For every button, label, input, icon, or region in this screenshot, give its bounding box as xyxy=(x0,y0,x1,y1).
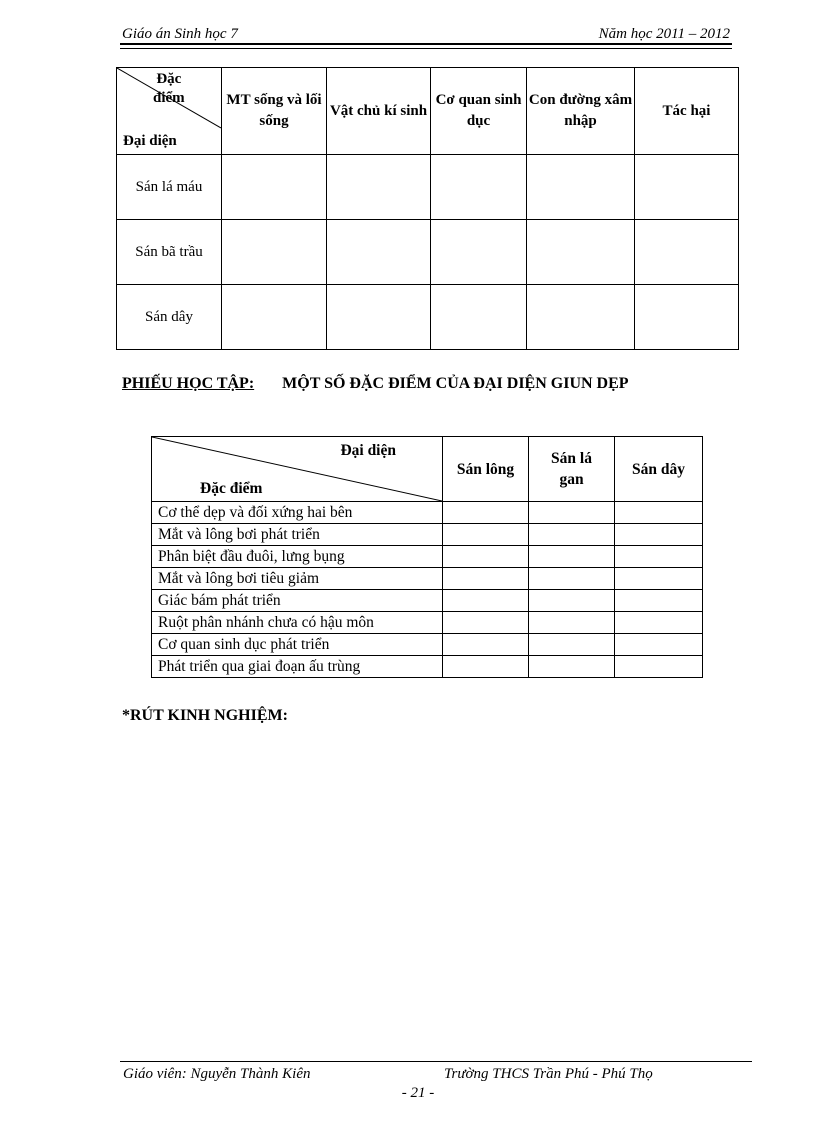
parasite-comparison-table xyxy=(116,67,739,350)
table2-cell xyxy=(615,634,703,656)
experience-heading: *RÚT KINH NGHIỆM: xyxy=(122,707,288,724)
table2-corner-top: Đại diện xyxy=(340,442,396,459)
table1-row xyxy=(117,155,739,220)
table1-col-header: Vật chủ kí sinh xyxy=(327,68,431,155)
table2-row xyxy=(152,524,703,546)
table2-cell xyxy=(615,524,703,546)
table1-cell xyxy=(635,285,739,350)
table2-cell xyxy=(443,502,529,524)
table1-col-header: MT sống và lối sống xyxy=(222,68,327,155)
worksheet-label: PHIẾU HỌC TẬP: xyxy=(122,375,255,392)
table1-col-header: Cơ quan sinh dục xyxy=(431,68,527,155)
table2-row xyxy=(152,590,703,612)
header-divider xyxy=(120,43,732,49)
table1-row xyxy=(117,220,739,285)
table1-row-label: Sán dây xyxy=(117,285,222,350)
table1-cell xyxy=(222,220,327,285)
page-header xyxy=(120,26,732,44)
table2-cell xyxy=(615,612,703,634)
table2-row-label: Phân biệt đầu đuôi, lưng bụng xyxy=(152,546,443,568)
table2-row-label: Mắt và lông bơi phát triển xyxy=(152,524,443,546)
table2-cell xyxy=(529,524,615,546)
flatworm-features-table xyxy=(151,436,703,678)
table1-corner-top: Đặc điểm xyxy=(153,71,185,106)
table1-cell xyxy=(635,155,739,220)
table2-cell xyxy=(615,568,703,590)
page-number: - 21 - xyxy=(401,1085,435,1101)
table2-col-header: Sán lông xyxy=(443,437,529,502)
table2-col-header: Sán dây xyxy=(615,437,703,502)
table2-row xyxy=(152,546,703,568)
table2-row xyxy=(152,502,703,524)
table2-cell xyxy=(443,612,529,634)
table2-row-label: Phát triển qua giai đoạn ấu trùng xyxy=(152,656,443,678)
table2-cell xyxy=(443,546,529,568)
worksheet-title xyxy=(122,373,722,395)
table2-col-header xyxy=(529,437,615,502)
table2-cell xyxy=(615,656,703,678)
table2-cell xyxy=(443,568,529,590)
table1-cell xyxy=(222,155,327,220)
table1-cell xyxy=(431,155,527,220)
table2-cell xyxy=(443,590,529,612)
table1-corner-bottom: Đại diện xyxy=(123,133,177,149)
header-school-year: Năm học 2011 – 2012 xyxy=(598,26,730,42)
footer-school: Trường THCS Trần Phú - Phú Thọ xyxy=(444,1066,653,1082)
footer-teacher: Giáo viên: Nguyễn Thành Kiên xyxy=(123,1066,311,1082)
table1-cell xyxy=(527,285,635,350)
table2-row-label: Giác bám phát triển xyxy=(152,590,443,612)
table1-cell xyxy=(222,285,327,350)
table2-row xyxy=(152,634,703,656)
worksheet-heading: MỘT SỐ ĐẶC ĐIỂM CỦA ĐẠI DIỆN GIUN DẸP xyxy=(282,375,629,392)
table2-cell xyxy=(443,634,529,656)
table2-cell xyxy=(529,612,615,634)
table1-cell xyxy=(327,155,431,220)
table1-cell xyxy=(431,285,527,350)
table2-row-label: Cơ thể dẹp và đối xứng hai bên xyxy=(152,502,443,524)
table1-cell xyxy=(527,220,635,285)
table2-row xyxy=(152,612,703,634)
table2-cell xyxy=(529,656,615,678)
table1-row-label: Sán lá máu xyxy=(117,155,222,220)
table2-cell xyxy=(443,524,529,546)
table1-cell xyxy=(527,155,635,220)
table1-row-label: Sán bã trầu xyxy=(117,220,222,285)
table2-cell xyxy=(529,634,615,656)
table2-corner-cell xyxy=(152,437,443,502)
table2-row-label: Mắt và lông bơi tiêu giảm xyxy=(152,568,443,590)
table1-row xyxy=(117,285,739,350)
table2-col-header-text: Sán lá gan xyxy=(551,450,592,488)
table2-cell xyxy=(529,502,615,524)
table1-col-header: Tác hại xyxy=(635,68,739,155)
table2-cell xyxy=(529,546,615,568)
table2-row-label: Cơ quan sinh dục phát triển xyxy=(152,634,443,656)
table2-corner-bottom: Đặc điểm xyxy=(200,480,263,497)
table1-cell xyxy=(431,220,527,285)
footer-divider xyxy=(120,1061,752,1062)
table1-cell xyxy=(635,220,739,285)
header-lesson-title: Giáo án Sinh học 7 xyxy=(122,26,238,42)
table2-cell xyxy=(529,590,615,612)
table2-row xyxy=(152,656,703,678)
table1-col-header: Con đường xâm nhập xyxy=(527,68,635,155)
table2-cell xyxy=(615,590,703,612)
table2-row-label: Ruột phân nhánh chưa có hậu môn xyxy=(152,612,443,634)
table2-row xyxy=(152,568,703,590)
table2-cell xyxy=(615,546,703,568)
table1-corner-cell xyxy=(117,68,222,155)
table2-cell xyxy=(443,656,529,678)
table1-cell xyxy=(327,220,431,285)
table2-cell xyxy=(529,568,615,590)
table1-cell xyxy=(327,285,431,350)
table2-cell xyxy=(615,502,703,524)
